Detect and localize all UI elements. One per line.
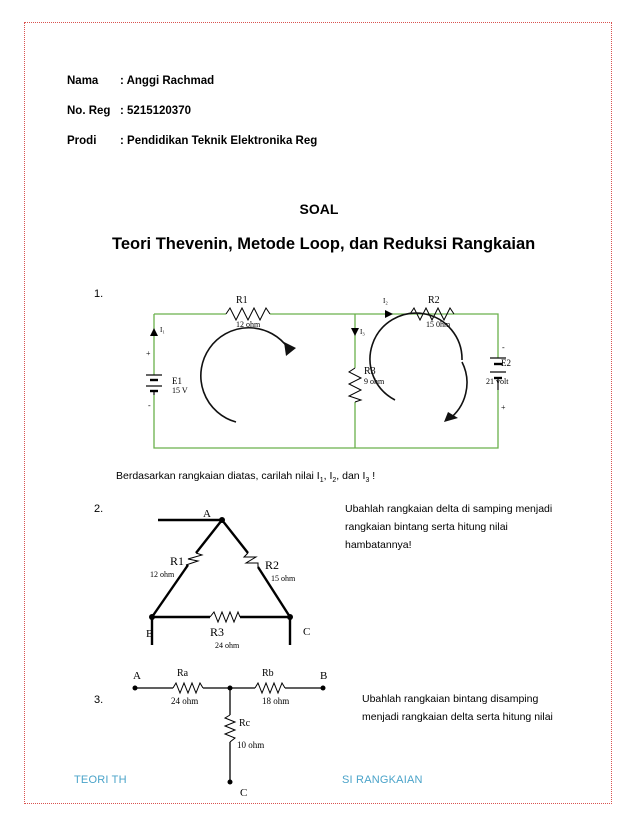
q2-r2-resistor xyxy=(244,553,258,567)
q1-e1-value: 15 V xyxy=(172,386,188,395)
q3-ra-resistor xyxy=(173,683,203,693)
q2-r1-value: 12 ohm xyxy=(150,570,175,579)
q1-i3-label: I₃ xyxy=(360,328,365,336)
q3-rb-resistor xyxy=(255,683,285,693)
q3-rc-resistor xyxy=(225,715,235,742)
page-title: SOAL xyxy=(299,201,339,217)
q1-e1-plus: + xyxy=(146,349,151,358)
q3-node-a-dot xyxy=(133,686,138,691)
q1-r1-label: R1 xyxy=(236,295,248,306)
q1-r2-value: 15 0hm xyxy=(426,320,451,329)
q1-question-sep1: , I xyxy=(323,470,333,482)
q3-rb-value: 18 ohm xyxy=(262,696,290,706)
q1-r3-label: R3 xyxy=(364,366,376,377)
q1-sub-1: 1 xyxy=(319,477,324,485)
name-value: : Anggi Rachmad xyxy=(120,75,215,87)
q2-delta-diagram xyxy=(140,505,320,655)
q2-node-c: C xyxy=(303,626,311,638)
q2-r1-label: R1 xyxy=(170,554,185,568)
q1-number: 1. xyxy=(94,288,104,300)
q1-e2-minus: - xyxy=(502,343,505,352)
q2-r2-label: R2 xyxy=(265,558,280,572)
q2-node-c-dot xyxy=(287,614,293,620)
q2-question: Ubahlah rangkaian delta di samping menjadi rangkaian bintang serta hitung nilai hambatannya! xyxy=(345,503,553,551)
q1-r3-resistor xyxy=(349,368,361,402)
q2-node-b: B xyxy=(146,628,154,640)
q3-node-b: B xyxy=(320,670,328,682)
q1-e2-plus: + xyxy=(501,403,506,412)
q2-r2-value: 15 ohm xyxy=(271,574,296,583)
q3-ra-label: Ra xyxy=(177,668,189,679)
q1-r1-resistor xyxy=(226,308,270,320)
q3-question: Ubahlah rangkaian bintang disamping menjadi rangkaian delta serta hitung nilai xyxy=(362,693,553,723)
q1-question xyxy=(116,467,375,490)
q1-question-sep2: , dan I xyxy=(336,470,366,482)
q2-r1-resistor xyxy=(186,553,202,565)
q3-rb-label: Rb xyxy=(262,668,274,679)
name-label: Nama xyxy=(67,75,99,87)
q2-node-b-dot xyxy=(149,614,155,620)
q1-e2-value: 21 volt xyxy=(486,377,509,386)
q1-e1-minus: - xyxy=(148,401,151,410)
q1-e1-label: E1 xyxy=(172,376,182,386)
reg-label: No. Reg xyxy=(67,105,111,117)
q2-r3-value: 24 ohm xyxy=(215,641,240,650)
prodi-label: Prodi xyxy=(67,135,97,147)
q1-r3-value: 9 ohm xyxy=(364,377,385,386)
q3-star-diagram xyxy=(125,660,340,800)
reg-value: : 5215120370 xyxy=(120,105,191,117)
q3-node-c-dot xyxy=(228,780,233,785)
q1-loop-right-arc xyxy=(370,313,462,400)
q1-i2-arrow xyxy=(385,310,393,318)
q1-i1-label: I₁ xyxy=(160,326,165,334)
q2-r3-resistor xyxy=(210,612,240,622)
prodi-value: : Pendidikan Teknik Elektronika Reg xyxy=(120,135,318,147)
q2-number: 2. xyxy=(94,503,104,515)
q3-ra-value: 24 ohm xyxy=(171,696,199,706)
q3-number: 3. xyxy=(94,694,104,706)
q3-rc-label: Rc xyxy=(239,718,251,729)
q1-loop-left-arrowhead xyxy=(284,342,296,356)
footer-right: SI RANGKAIAN xyxy=(342,774,423,786)
q1-i3-arrow xyxy=(351,328,359,336)
q1-r2-label: R2 xyxy=(428,295,440,306)
q1-sub-3: 3 xyxy=(365,477,370,485)
q3-center-dot xyxy=(228,686,233,691)
q1-i2-label: I₂ xyxy=(383,297,388,305)
q1-r1-value: 12 ohm xyxy=(236,320,261,329)
footer-left: TEORI TH xyxy=(74,774,127,786)
q1-question-suffix: ! xyxy=(369,470,376,482)
q1-question-prefix: Berdasarkan rangkaian diatas, carilah nilai I xyxy=(116,470,320,482)
q3-node-b-dot xyxy=(321,686,326,691)
q3-node-a: A xyxy=(133,670,141,682)
q1-e2-label: E2 xyxy=(501,358,511,368)
q1-loop-left-arc xyxy=(201,328,288,422)
q1-wire-top-right xyxy=(475,314,498,358)
q3-rc-value: 10 ohm xyxy=(237,740,265,750)
q2-node-a-dot xyxy=(219,517,225,523)
q1-circuit-diagram xyxy=(140,290,520,460)
page-subtitle: Teori Thevenin, Metode Loop, dan Reduksi Rangkaian xyxy=(112,235,536,253)
q2-node-a: A xyxy=(203,508,211,520)
q1-sub-2: 2 xyxy=(332,477,337,485)
q1-e1-battery xyxy=(146,375,162,395)
q3-node-c: C xyxy=(240,787,248,799)
q1-i1-arrow xyxy=(150,328,158,336)
q2-r3-label: R3 xyxy=(210,625,225,639)
